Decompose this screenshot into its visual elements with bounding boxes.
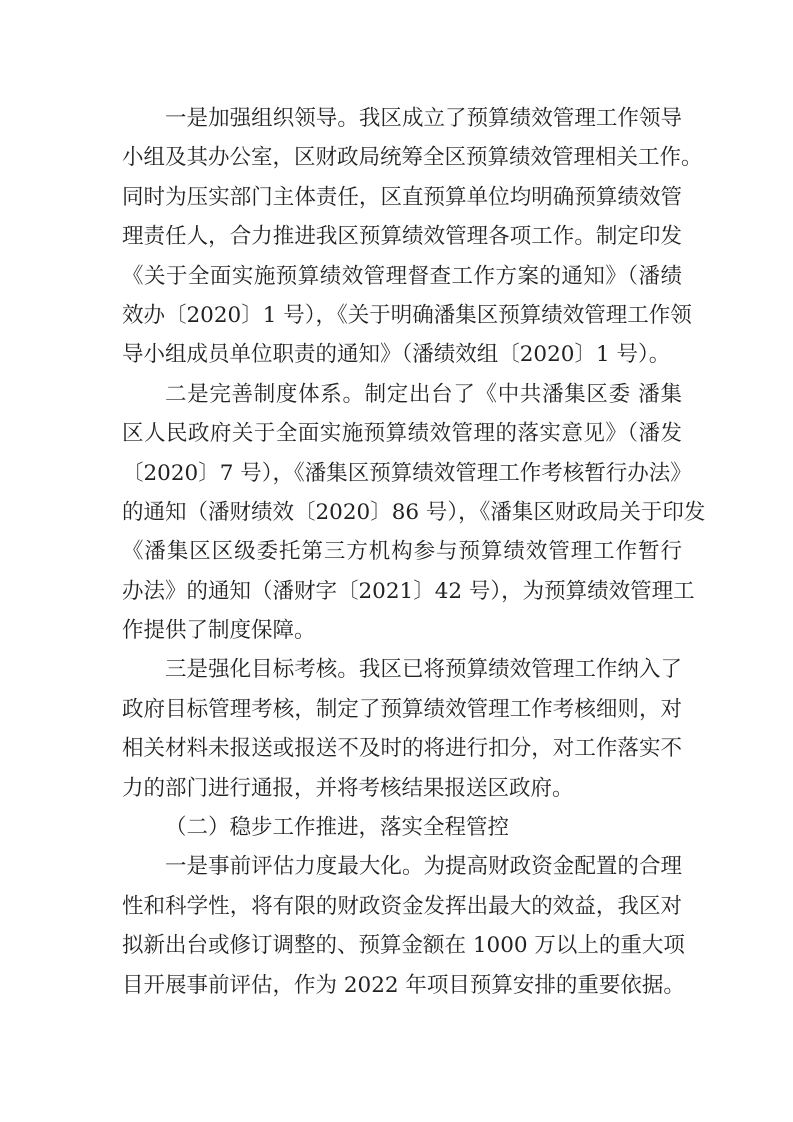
text-line: 政府目标管理考核，制定了预算绩效管理工作考核细则，对 bbox=[122, 696, 682, 722]
text-line: 作提供了制度保障。 bbox=[122, 618, 316, 644]
text-line: 一是事前评估力度最大化。为提高财政资金配置的合理 bbox=[165, 854, 682, 880]
text-line: 办法》的通知（潘财字〔2021〕42 号），为预算绩效管理工 bbox=[122, 578, 695, 604]
text-line: 理责任人，合力推进我区预算绩效管理各项工作。制定印发 bbox=[122, 224, 682, 250]
text-line: 小组及其办公室，区财政局统筹全区预算绩效管理相关工作。 bbox=[122, 145, 703, 171]
text-line: 二是完善制度体系。制定出台了《中共潘集区委 潘集 bbox=[165, 381, 682, 407]
text-line: 区人民政府关于全面实施预算绩效管理的落实意见》（潘发 bbox=[122, 421, 682, 447]
paragraph-target-assessment bbox=[122, 650, 682, 808]
text-line: 一是加强组织领导。我区成立了预算绩效管理工作领导 bbox=[165, 106, 682, 131]
text-line: 效办〔2020〕1 号），《关于明确潘集区预算绩效管理工作领 bbox=[122, 302, 692, 328]
text-line: 《关于全面实施预算绩效管理督查工作方案的通知》（潘绩 bbox=[122, 263, 682, 289]
text-line: 目开展事前评估，作为 2022 年项目预算安排的重要依据。 bbox=[122, 972, 685, 998]
section-heading bbox=[122, 808, 682, 847]
document-body bbox=[122, 99, 706, 1005]
text-line: 同时为压实部门主体责任，区直预算单位均明确预算绩效管 bbox=[122, 184, 682, 210]
paragraph-ex-ante-evaluation bbox=[122, 847, 685, 1005]
text-line: 相关材料未报送或报送不及时的将进行扣分，对工作落实不 bbox=[122, 736, 682, 762]
paragraph-system-improvement bbox=[122, 375, 706, 651]
section-heading-text: （二）稳步工作推进，落实全程管控 bbox=[165, 815, 510, 841]
text-line: 《潘集区区级委托第三方机构参与预算绩效管理工作暂行 bbox=[122, 539, 682, 565]
text-line: 三是强化目标考核。我区已将预算绩效管理工作纳入了 bbox=[165, 657, 682, 683]
paragraph-organization-leadership bbox=[122, 99, 703, 375]
text-line: 的通知（潘财绩效〔2020〕86 号），《潘集区财政局关于印发 bbox=[122, 499, 706, 525]
text-line: 性和科学性，将有限的财政资金发挥出最大的效益，我区对 bbox=[122, 893, 682, 919]
text-line: 拟新出台或修订调整的、预算金额在 1000 万以上的重大项 bbox=[122, 933, 685, 959]
text-line: 力的部门进行通报，并将考核结果报送区政府。 bbox=[122, 775, 574, 801]
text-line: 导小组成员单位职责的通知》（潘绩效组〔2020〕1 号）。 bbox=[122, 342, 671, 368]
text-line: 〔2020〕7 号），《潘集区预算绩效管理工作考核暂行办法》 bbox=[122, 460, 692, 486]
